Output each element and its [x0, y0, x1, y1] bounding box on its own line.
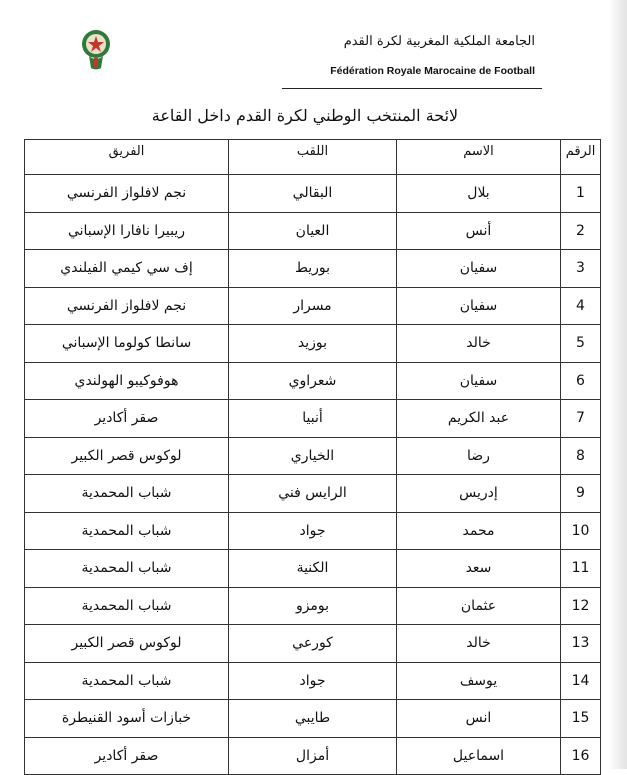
roster-table — [24, 139, 601, 775]
cell-number: 5 — [561, 325, 601, 363]
cell-surname: الرايس فني — [229, 475, 397, 513]
cell-name: إدريس — [397, 475, 561, 513]
cell-surname: بوزيد — [229, 325, 397, 363]
table-row — [25, 325, 601, 363]
cell-surname: جواد — [229, 662, 397, 700]
cell-number: 14 — [561, 662, 601, 700]
cell-name: يوسف — [397, 662, 561, 700]
cell-name: اسماعيل — [397, 737, 561, 775]
cell-name: خالد — [397, 325, 561, 363]
cell-team: لوكوس قصر الكبير — [25, 437, 229, 475]
cell-number: 6 — [561, 362, 601, 400]
table-row — [25, 625, 601, 663]
cell-team: شباب المحمدية — [25, 512, 229, 550]
federation-name-french: Fédération Royale Marocaine de Football — [330, 65, 535, 77]
table-row — [25, 212, 601, 250]
cell-surname: جواد — [229, 512, 397, 550]
table-header-row — [25, 140, 601, 175]
table-row — [25, 662, 601, 700]
cell-surname: شعراوي — [229, 362, 397, 400]
cell-surname: بومزو — [229, 587, 397, 625]
cell-number: 1 — [561, 175, 601, 213]
table-row — [25, 400, 601, 438]
cell-team: نجم لافلواز الفرنسي — [25, 175, 229, 213]
table-row — [25, 550, 601, 588]
table-row — [25, 587, 601, 625]
cell-surname: البقالي — [229, 175, 397, 213]
cell-team: شباب المحمدية — [25, 550, 229, 588]
federation-name-arabic: الجامعة الملكية المغربية لكرة القدم — [343, 34, 535, 49]
roster-table-body — [25, 175, 601, 775]
cell-number: 8 — [561, 437, 601, 475]
table-row — [25, 287, 601, 325]
cell-number: 9 — [561, 475, 601, 513]
cell-number: 15 — [561, 700, 601, 738]
cell-name: سفيان — [397, 362, 561, 400]
table-row — [25, 175, 601, 213]
cell-team: هوفوكيبو الهولندي — [25, 362, 229, 400]
cell-surname: العيان — [229, 212, 397, 250]
cell-surname: الخياري — [229, 437, 397, 475]
header-divider — [282, 88, 542, 89]
cell-number: 16 — [561, 737, 601, 775]
cell-team: نجم لافلواز الفرنسي — [25, 287, 229, 325]
cell-name: سفيان — [397, 250, 561, 288]
cell-surname: بوريط — [229, 250, 397, 288]
cell-team: لوكوس قصر الكبير — [25, 625, 229, 663]
cell-number: 10 — [561, 512, 601, 550]
cell-surname: الكنية — [229, 550, 397, 588]
cell-surname: مسرار — [229, 287, 397, 325]
cell-number: 3 — [561, 250, 601, 288]
cell-name: عثمان — [397, 587, 561, 625]
table-row — [25, 437, 601, 475]
cell-surname: أمزال — [229, 737, 397, 775]
table-row — [25, 700, 601, 738]
table-row — [25, 250, 601, 288]
cell-team: سانطا كولوما الإسباني — [25, 325, 229, 363]
cell-surname: كورعي — [229, 625, 397, 663]
cell-team: صقر أكادير — [25, 737, 229, 775]
cell-number: 12 — [561, 587, 601, 625]
table-row — [25, 512, 601, 550]
cell-team: ريبيرا نافارا الإسباني — [25, 212, 229, 250]
table-row — [25, 362, 601, 400]
cell-number: 4 — [561, 287, 601, 325]
cell-team: شباب المحمدية — [25, 475, 229, 513]
cell-name: خالد — [397, 625, 561, 663]
cell-number: 7 — [561, 400, 601, 438]
cell-name: أنس — [397, 212, 561, 250]
document-title: لائحة المنتخب الوطني لكرة القدم داخل القاعة — [151, 106, 459, 125]
cell-number: 13 — [561, 625, 601, 663]
column-header-team: الفريق — [25, 140, 229, 175]
cell-name: انس — [397, 700, 561, 738]
cell-team: شباب المحمدية — [25, 587, 229, 625]
cell-surname: طايبي — [229, 700, 397, 738]
cell-number: 2 — [561, 212, 601, 250]
frmf-logo-icon — [80, 28, 112, 72]
cell-team: إف سي كيمي الفيلندي — [25, 250, 229, 288]
column-header-name: الاسم — [397, 140, 561, 175]
cell-name: رضا — [397, 437, 561, 475]
cell-name: بلال — [397, 175, 561, 213]
table-row — [25, 475, 601, 513]
cell-name: عبد الكريم — [397, 400, 561, 438]
cell-number: 11 — [561, 550, 601, 588]
column-header-surname: اللقب — [229, 140, 397, 175]
cell-team: شباب المحمدية — [25, 662, 229, 700]
cell-team: خبازات أسود القنيطرة — [25, 700, 229, 738]
cell-team: صقر أكادير — [25, 400, 229, 438]
cell-name: سفيان — [397, 287, 561, 325]
cell-name: محمد — [397, 512, 561, 550]
cell-name: سعد — [397, 550, 561, 588]
page-edge-shadow — [609, 0, 627, 769]
column-header-number: الرقم — [561, 140, 601, 175]
cell-surname: أنبيا — [229, 400, 397, 438]
